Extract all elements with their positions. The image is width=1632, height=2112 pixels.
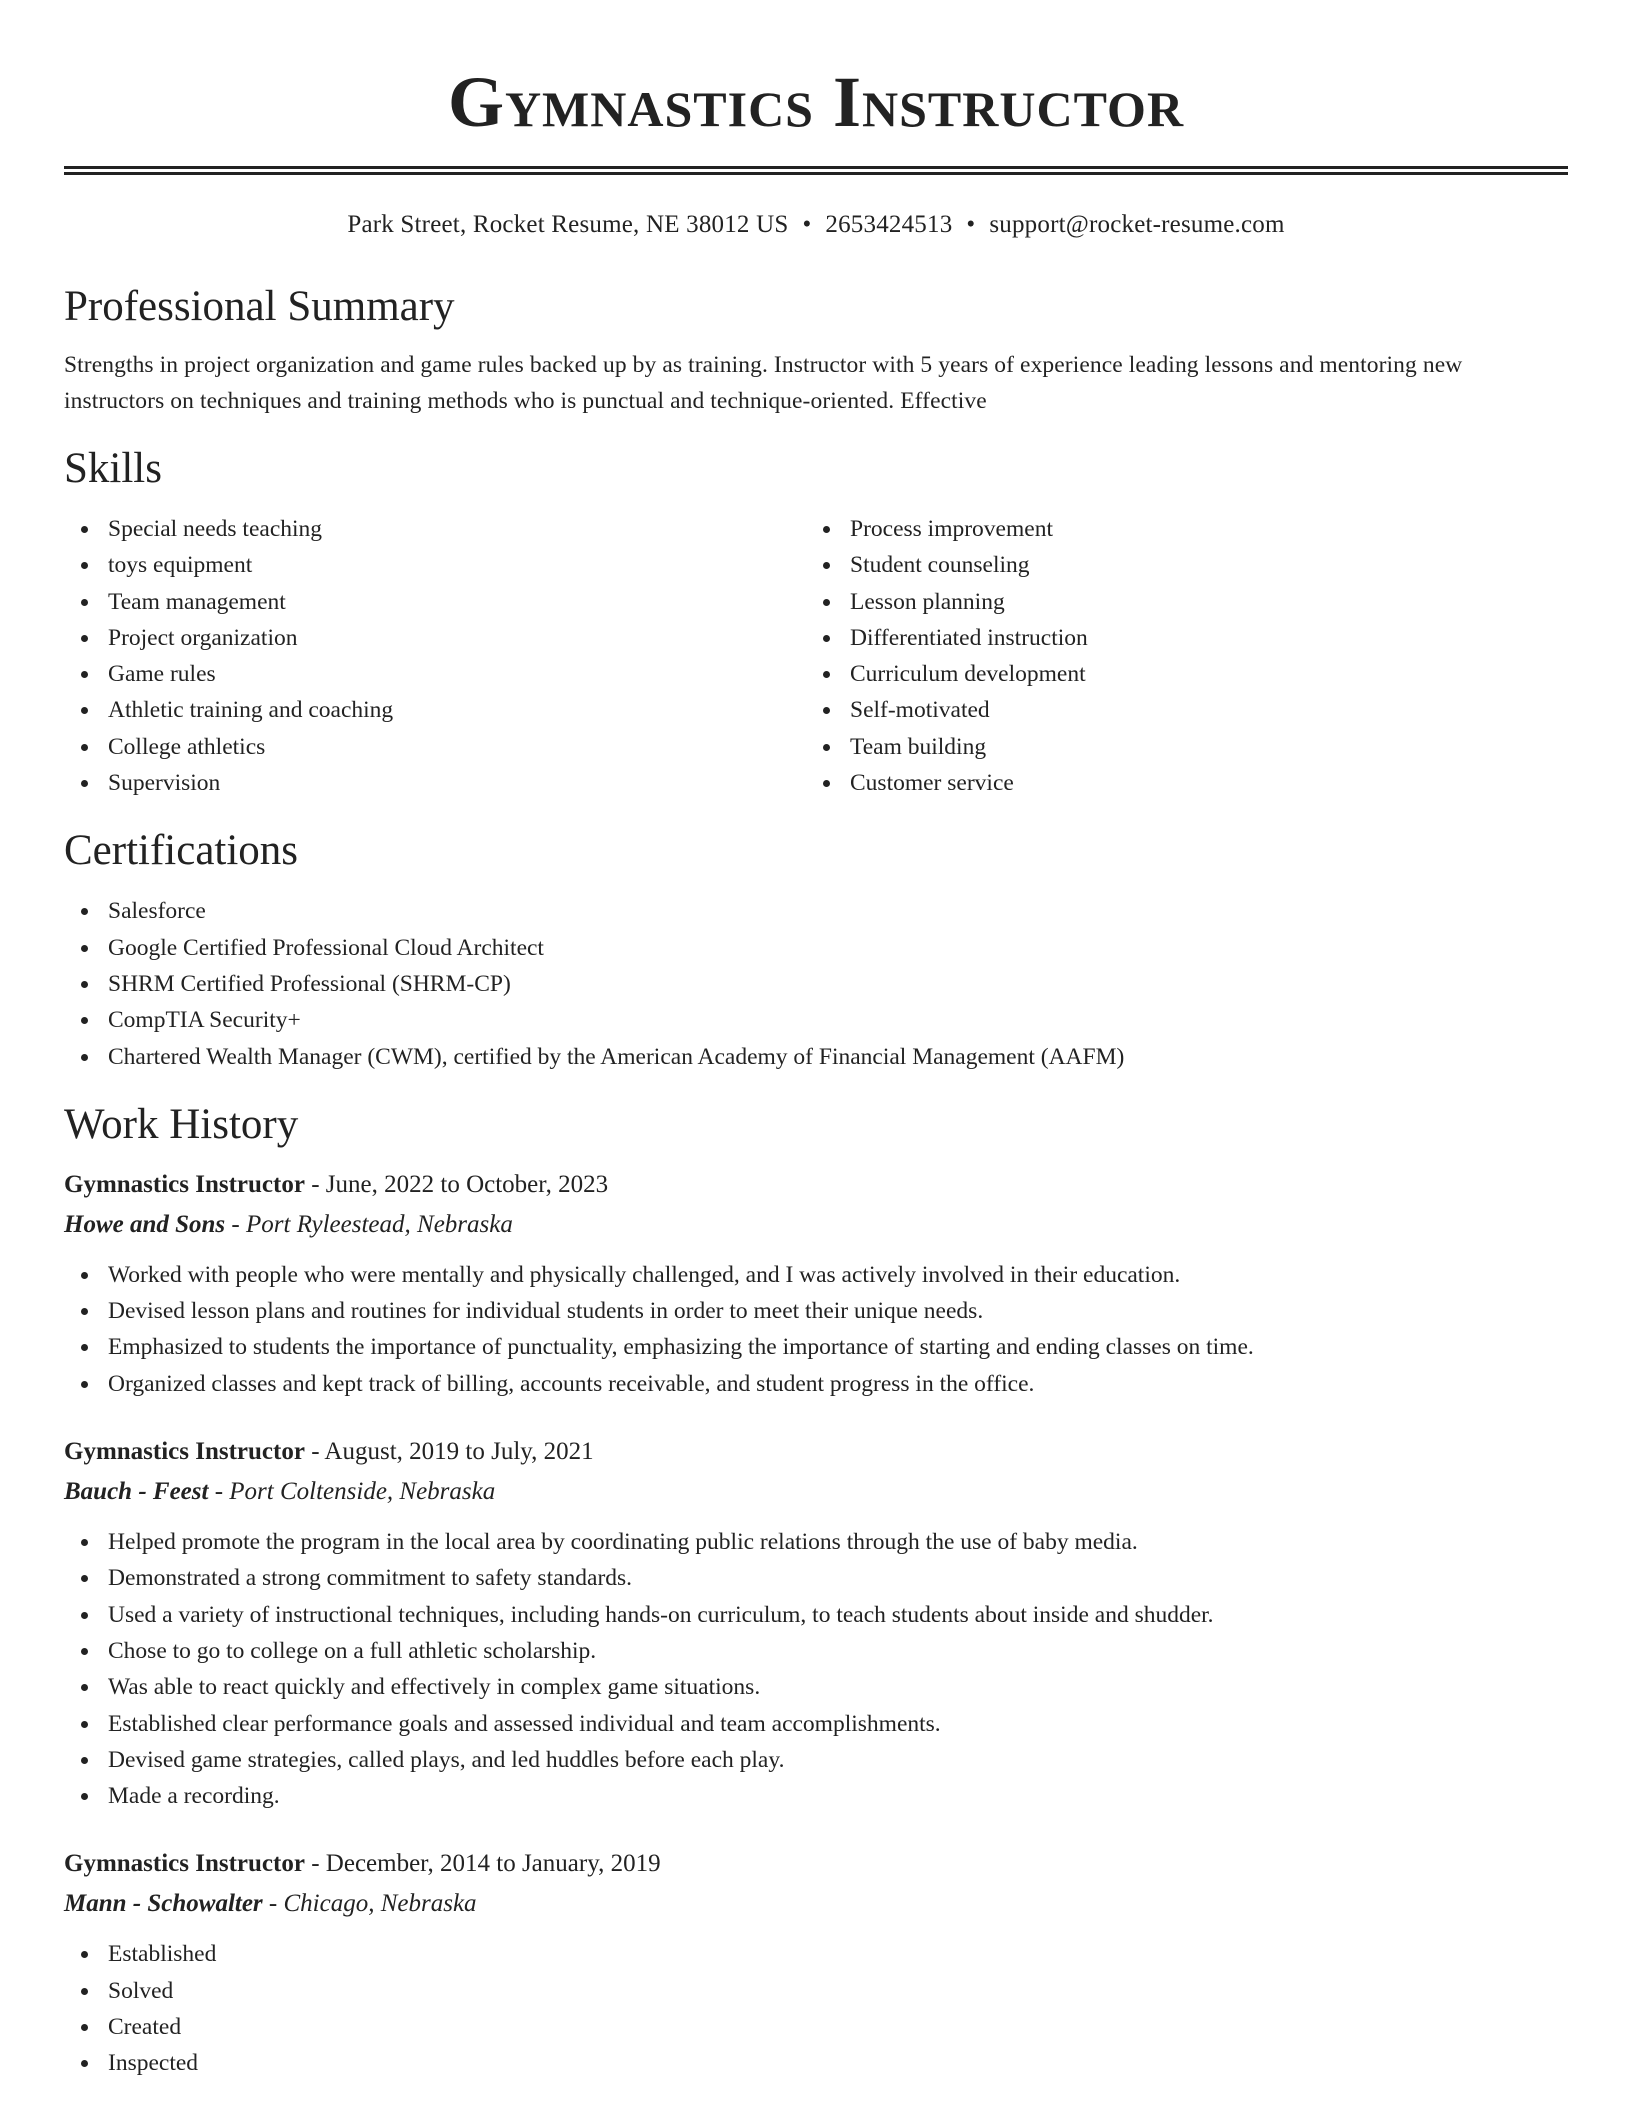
- certification-item: Salesforce: [64, 893, 1568, 929]
- job-company-separator: -: [262, 1890, 284, 1918]
- work-history-section: [64, 1099, 1568, 2082]
- contact-address: Park Street, Rocket Resume, NE 38012 US: [347, 211, 789, 238]
- contact-separator: •: [802, 211, 812, 238]
- job-bullet: Made a recording.: [64, 1778, 1568, 1814]
- job-bullet: Demonstrated a strong commitment to safety standards.: [64, 1560, 1568, 1596]
- job-entry: [64, 1167, 1568, 1402]
- job-company-separator: -: [208, 1478, 230, 1506]
- job-title: Gymnastics Instructor: [64, 1170, 305, 1198]
- job-bullets: [64, 1524, 1568, 1814]
- job-bullet: Worked with people who were mentally and physically challenged, and I was actively involved in their education.: [64, 1257, 1568, 1293]
- header-double-rule: [64, 166, 1568, 175]
- job-title-separator: -: [304, 1170, 326, 1198]
- job-dates: August, 2019 to July, 2021: [324, 1438, 594, 1466]
- certification-item: CompTIA Security+: [64, 1002, 1568, 1038]
- skill-item: Special needs teaching: [64, 511, 806, 547]
- job-title-line: [64, 1167, 1568, 1203]
- job-company: Bauch - Feest: [64, 1478, 209, 1506]
- job-bullets: [64, 1257, 1568, 1402]
- contact-separator: •: [966, 211, 976, 238]
- skill-item: Process improvement: [806, 511, 1568, 547]
- job-company: Howe and Sons: [64, 1210, 226, 1238]
- job-title: Gymnastics Instructor: [64, 1438, 305, 1466]
- job-bullet: Inspected: [64, 2045, 1568, 2081]
- job-bullet: Established: [64, 1936, 1568, 1972]
- summary-text: Strengths in project organization and game rules backed up by as training. Instructor with 5 years of experience leading lessons and mentoring new instructors on techniques and training methods who is punctual and technique-oriented. Effective: [64, 352, 1463, 414]
- skills-grid: [64, 495, 1568, 801]
- skill-item: Curriculum development: [806, 656, 1568, 692]
- skill-item: College athletics: [64, 729, 806, 765]
- job-bullet: Devised lesson plans and routines for individual students in order to meet their unique needs.: [64, 1293, 1568, 1329]
- job-company-line: [64, 1474, 1568, 1510]
- job-title-line: [64, 1434, 1568, 1470]
- job-bullet: Helped promote the program in the local area by coordinating public relations through the use of baby media.: [64, 1524, 1568, 1560]
- certification-item: Google Certified Professional Cloud Architect: [64, 930, 1568, 966]
- skill-item: Differentiated instruction: [806, 620, 1568, 656]
- job-bullet: Used a variety of instructional techniques, including hands-on curriculum, to teach students about inside and shudder.: [64, 1597, 1568, 1633]
- skill-item: Team management: [64, 584, 806, 620]
- jobs-container: [64, 1167, 1568, 2082]
- job-bullets: [64, 1936, 1568, 2081]
- skill-item: Student counseling: [806, 547, 1568, 583]
- job-dates: December, 2014 to January, 2019: [325, 1850, 661, 1878]
- job-location: Port Coltenside, Nebraska: [229, 1478, 496, 1506]
- skill-item: Project organization: [64, 620, 806, 656]
- job-company-line: [64, 1207, 1568, 1243]
- job-dates: June, 2022 to October, 2023: [325, 1170, 609, 1198]
- job-bullet: Was able to react quickly and effectively in complex game situations.: [64, 1669, 1568, 1705]
- skill-item: Lesson planning: [806, 584, 1568, 620]
- skill-item: Game rules: [64, 656, 806, 692]
- professional-summary-section: [64, 281, 1568, 419]
- section-heading-skills: Skills: [64, 445, 162, 492]
- job-title-separator: -: [304, 1850, 326, 1878]
- resume-name: Gymnastics Instructor: [447, 62, 1185, 142]
- job-title: Gymnastics Instructor: [64, 1850, 305, 1878]
- job-title-separator: -: [304, 1438, 325, 1466]
- job-company-line: [64, 1886, 1568, 1922]
- contact-email: support@rocket-resume.com: [989, 211, 1285, 238]
- job-bullet: Created: [64, 2009, 1568, 2045]
- skill-item: toys equipment: [64, 547, 806, 583]
- certification-item: SHRM Certified Professional (SHRM-CP): [64, 966, 1568, 1002]
- job-location: Port Ryleestead, Nebraska: [246, 1210, 513, 1238]
- job-company: Mann - Schowalter: [64, 1890, 263, 1918]
- job-location: Chicago, Nebraska: [283, 1890, 477, 1918]
- job-bullet: Chose to go to college on a full athletic scholarship.: [64, 1633, 1568, 1669]
- job-company-separator: -: [225, 1210, 246, 1238]
- contact-phone: 2653424513: [825, 211, 953, 238]
- job-title-line: [64, 1846, 1568, 1882]
- job-entry: [64, 1434, 1568, 1814]
- section-heading-summary: Professional Summary: [64, 283, 455, 330]
- skill-item: Customer service: [806, 765, 1568, 801]
- skill-item: Team building: [806, 729, 1568, 765]
- skill-item: Supervision: [64, 765, 806, 801]
- section-heading-certifications: Certifications: [64, 827, 299, 875]
- skill-item: Athletic training and coaching: [64, 692, 806, 728]
- job-entry: [64, 1846, 1568, 2081]
- job-bullet: Solved: [64, 1973, 1568, 2009]
- certifications-section: [64, 825, 1568, 1074]
- contact-line: [64, 209, 1568, 241]
- job-bullet: Devised game strategies, called plays, and led huddles before each play.: [64, 1742, 1568, 1778]
- job-bullet: Emphasized to students the importance of punctuality, emphasizing the importance of starting and ending classes on time.: [64, 1329, 1568, 1365]
- job-bullet: Organized classes and kept track of billing, accounts receivable, and student progress in the office.: [64, 1366, 1568, 1402]
- certifications-list: [64, 893, 1568, 1074]
- skills-list-right: [806, 511, 1568, 801]
- skills-list-left: [64, 511, 806, 801]
- section-heading-work-history: Work History: [64, 1100, 299, 1148]
- certification-item: Chartered Wealth Manager (CWM), certified by the American Academy of Financial Management (AAFM): [64, 1039, 1568, 1075]
- skills-section: [64, 443, 1568, 801]
- skill-item: Self-motivated: [806, 692, 1568, 728]
- job-bullet: Established clear performance goals and assessed individual and team accomplishments.: [64, 1706, 1568, 1742]
